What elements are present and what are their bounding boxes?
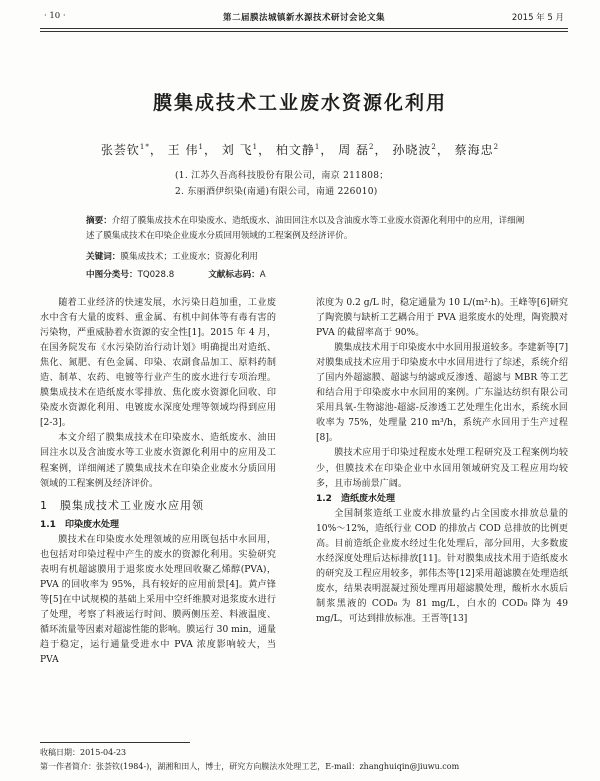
author-affiliation-mark: 1 xyxy=(314,143,321,151)
classification-line xyxy=(86,268,266,280)
doc-code-value: A xyxy=(259,270,266,280)
footnote-rule xyxy=(40,742,190,743)
author-name: 周 磊 xyxy=(338,143,370,157)
author-name: 孙晓波 xyxy=(392,143,432,157)
body-paragraph: 膜集成技术用于印染废水中水回用报道较多。李建新等[7]对膜集成技术应用于印染废水中水回用进行了综述，系统介绍了国内外超滤膜、超滤与纳滤或反渗透、超滤与 MBR 等工艺和结合用于印染废水中水回用的案例。广东溢达纺织有限公司采用具氧-生物滤池-超滤-反渗透工艺处理生化出水，系统水回收率为 75%，处理量 210 m³/h，系统产水回用于生产过程[8]。 xyxy=(316,343,568,444)
abstract xyxy=(86,214,532,243)
header-rule-thin xyxy=(40,31,568,32)
body-paragraph: 膜技术在印染废水处理领域的应用既包括中水回用，也包括对印染过程中产生的废水的资源化利用。实验研究表明有机超滤膜用于退浆废水处理回收聚乙烯醇(PVA)，PVA 的回收率为 95%，具有较好的应用前景[4]。黄卢锋等[5]在中试规模的基础上采用中空纤维膜对退浆废水进行了处理，考察了料液运行时间、膜两侧压差、料液温度、循环流量等因素对超滤性能的影响。膜运行 30 min，通量趋于稳定，运行通量受进水中 PVA 浓度影响较大，当 PVA xyxy=(40,534,276,666)
clc-label: 中图分类号： xyxy=(86,270,138,280)
issue-date: 2015 年 5 月 xyxy=(511,13,564,23)
author-name: 蔡海忠 xyxy=(454,143,494,157)
subsection-heading: 1.1 印染废水处理 xyxy=(40,519,119,530)
footnote-received: 收稿日期：2015-04-23 xyxy=(40,748,127,757)
body-paragraph: 膜技术应用于印染过程废水处理工程研究及工程案例均较少，但膜技术在印染企业中水回用领域研究及工程应用均较多，且市场前景广阔。 xyxy=(316,448,568,489)
paper-title: 膜集成技术工业废水资源化利用 xyxy=(152,92,447,114)
conference-name: 第二届膜法城镇新水源技术研讨会论文集 xyxy=(222,13,385,23)
author-affiliation-mark: 2 xyxy=(369,143,375,151)
abstract-label: 摘要： xyxy=(86,216,112,226)
running-header xyxy=(40,11,568,25)
body-paragraph: 随着工业经济的快速发展，水污染日趋加重，工业废水中含有大量的废料、重金属、有机中间体等有毒有害的污染物，严重威胁着水资源的安全性[1]。2015 年 4 月，在国务院发布《水污染防治行动计划》明确提出对造纸、焦化、氮肥、有色金属、印染、农副食品加工、原料药制造、制革、农药、电镀等行业产生的废水进行专项治理。膜集成技术在造纸废水零排放、焦化废水资源化回收、印染废水资源化利用、电镀废水深度处理等领域均得到应用[2-3]。 xyxy=(40,298,276,429)
clc-value: TQ028.8 xyxy=(137,270,175,280)
author-affiliation-mark: 2 xyxy=(493,143,500,151)
body-paragraph: 全国制浆造纸工业废水排放量约占全国废水排放总量的 10%～12%，造纸行业 COD 的排放占 COD 总排放的比例更高。目前造纸企业废水经过生化处理后，部分回用，大多数废水经深度处理后达标排放[11]。针对膜集成技术用于造纸废水的研究及工程应用较多，郭伟杰等[12]采用超滤膜在处理造纸废水，结果表明混凝过预处理再用超滤膜处理，酸析水水质后制浆黑液的 COD₀ 为 81 mg/L，白水的 COD₀ 降为 49 mg/L，可达到排放标准。王晋等[13] xyxy=(316,508,568,624)
author-affiliation-mark: 1* xyxy=(139,143,150,151)
author-name: 张荟钦 xyxy=(100,143,140,157)
author-list: 张荟钦$^{1*}$， 王 伟$^1$， 刘 飞$^1$， 柏文静$^1$， 周 磊$^2$， 孙晓波$^2$， 蔡海忠$^2$ xyxy=(100,143,500,157)
right-column xyxy=(316,296,568,627)
author-affiliation-mark: 1 xyxy=(198,143,204,151)
author-name: 柏文静 xyxy=(275,143,315,157)
abstract-text: 介绍了膜集成技术在印染废水、造纸废水、油田回注水以及含油废水等工业废水资源化利用中的应用，详细阐述了膜集成技术在印染企业废水分质回用领域的工程案例及经济评价。 xyxy=(86,216,525,241)
left-column xyxy=(40,296,276,668)
doc-code-label: 文献标志码： xyxy=(208,270,260,280)
affiliation-line: 2. 东丽酒伊织染(南通)有限公司，南通 226010) xyxy=(175,187,378,197)
section-heading: 1 膜集成技术工业废水应用领 xyxy=(40,498,204,512)
subsection-heading: 1.2 造纸废水处理 xyxy=(316,493,395,504)
author-name: 刘 飞 xyxy=(221,143,253,157)
header-rule xyxy=(40,28,568,29)
page-number: · 10 · xyxy=(44,11,66,21)
keywords-text: 膜集成技术；工业废水；资源化利用 xyxy=(120,252,258,262)
body-paragraph: 浓度为 0.2 g/L 时，稳定通量为 10 L/(m²·h)。王峰等[6]研究了陶瓷膜与缺析工艺耦合用于 PVA 退浆废水的处理，陶瓷膜对 PVA 的截留率高于 90%。 xyxy=(316,298,568,339)
affiliation-line: (1. 江苏久吾高科技股份有限公司，南京 211808； xyxy=(175,171,389,181)
author-affiliation-mark: 2 xyxy=(431,143,437,151)
body-paragraph: 本文介绍了膜集成技术在印染废水、造纸废水、油田回注水以及含油废水等工业废水资源化利用中的应用及工程案例，详细阐述了膜集成技术在印染企业废水分质回用领域的工程案例及经济评价。 xyxy=(40,433,276,489)
keywords-label: 关键词： xyxy=(86,252,121,262)
keywords xyxy=(86,250,532,265)
footnote-author-bio: 第一作者简介：张荟钦(1984-)，湖湘和田人，博士，研究方向膜法水处理工艺，E-mail：zhanghuiqin@jiuwu.com xyxy=(40,762,460,771)
author-affiliation-mark: 1 xyxy=(252,143,259,151)
author-name: 王 伟 xyxy=(167,143,199,157)
